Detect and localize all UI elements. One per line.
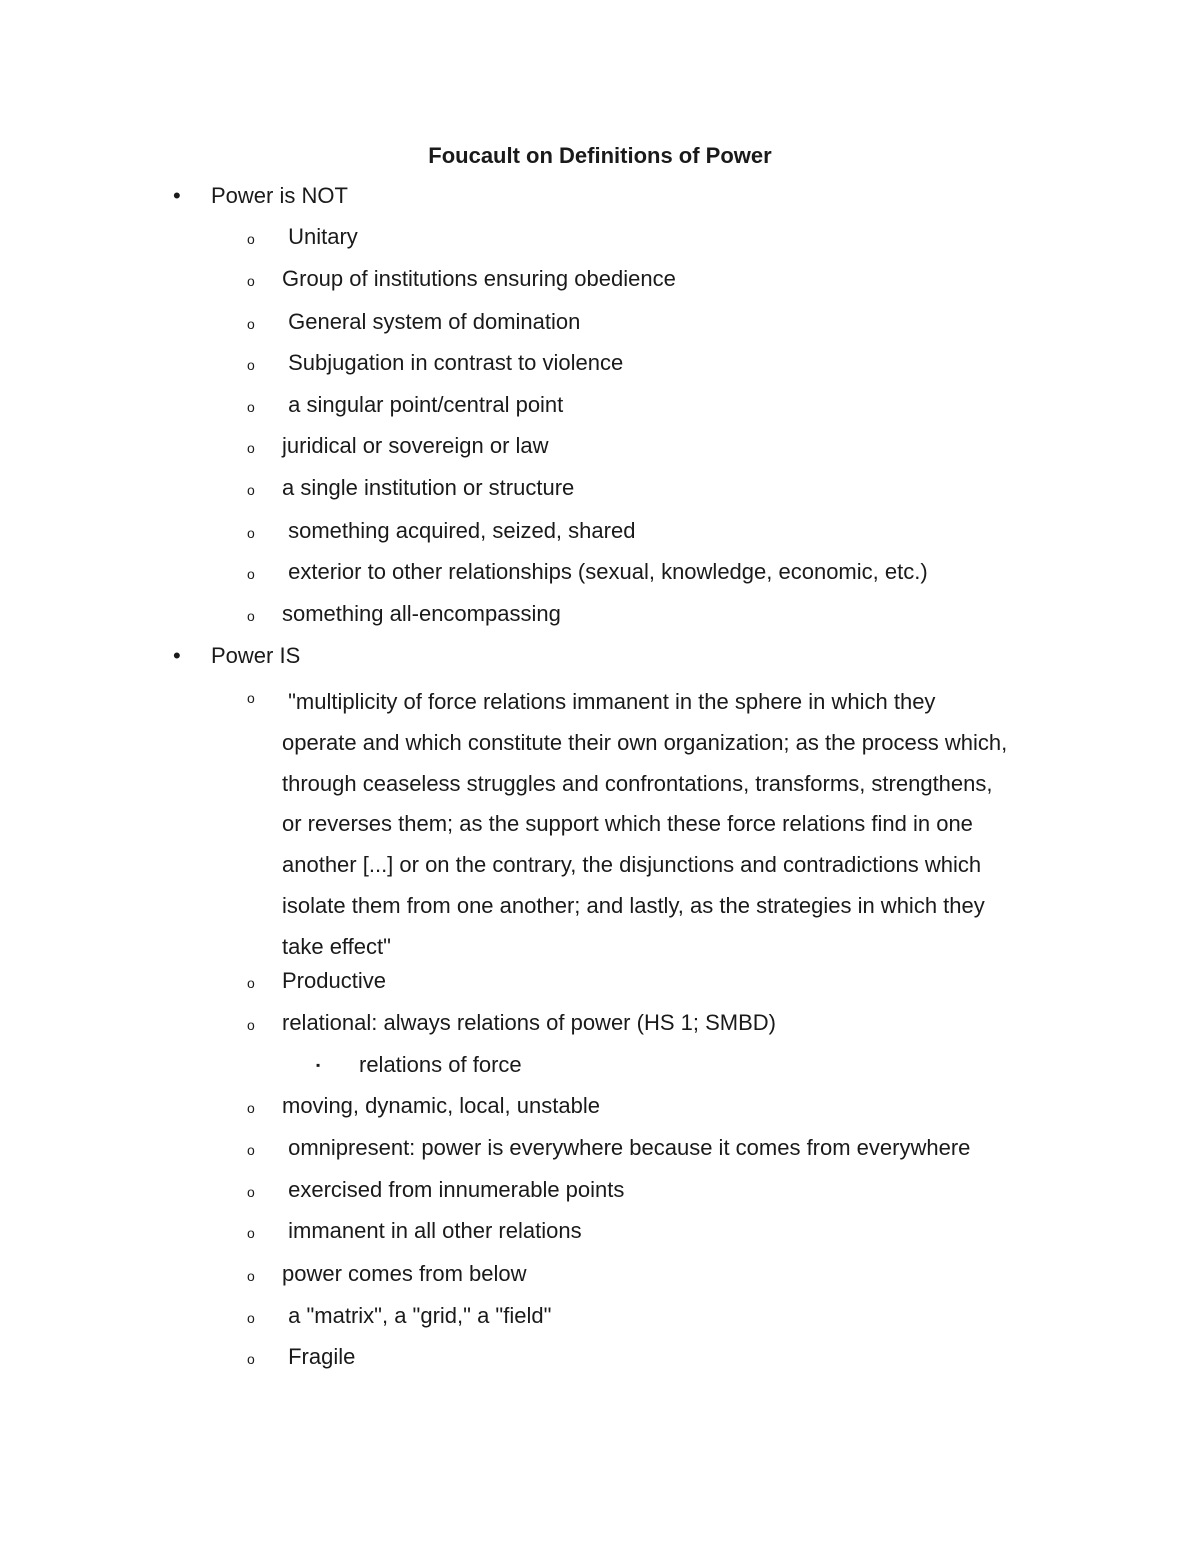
quote-line: operate and which constitute their own organization; as the process which, [282, 729, 1008, 755]
bullet-square: ▪ [316, 1058, 321, 1072]
bullet-circle: o [247, 357, 255, 373]
list-item: Fragile [282, 1344, 356, 1369]
quote-line: through ceaseless struggles and confrontations, transforms, strengthens, [282, 770, 993, 796]
bullet-dot: • [173, 643, 181, 668]
quote-line: another [...] or on the contrary, the disjunctions and contradictions which [282, 852, 982, 878]
list-item: power comes from below [282, 1261, 527, 1286]
list-item: Unitary [282, 224, 358, 249]
bullet-circle: o [247, 1225, 255, 1241]
bullet-circle: o [247, 1351, 255, 1367]
bullet-circle: o [247, 608, 255, 624]
list-item: a singular point/central point [282, 392, 564, 417]
bullet-circle: o [247, 440, 255, 456]
bullet-circle: o [247, 231, 255, 247]
quote-block [282, 682, 1072, 968]
section-heading-power-is: Power IS [211, 643, 301, 668]
list-item: Productive [282, 968, 386, 993]
list-item: Group of institutions ensuring obedience [282, 266, 676, 291]
bullet-circle: o [247, 975, 255, 991]
bullet-circle: o [247, 1268, 255, 1284]
list-subitem: relations of force [359, 1052, 522, 1077]
document-title: Foucault on Definitions of Power [428, 143, 772, 168]
bullet-circle: o [247, 690, 255, 706]
quote-line: take effect" [282, 933, 391, 959]
bullet-circle: o [247, 273, 255, 289]
bullet-circle: o [247, 566, 255, 582]
bullet-circle: o [247, 316, 255, 332]
bullet-circle: o [247, 482, 255, 498]
list-item: juridical or sovereign or law [282, 433, 549, 458]
list-item: immanent in all other relations [282, 1218, 582, 1243]
list-item: Subjugation in contrast to violence [282, 350, 624, 375]
bullet-circle: o [247, 1142, 255, 1158]
list-item: omnipresent: power is everywhere because it comes from everywhere [282, 1135, 971, 1160]
bullet-circle: o [247, 1017, 255, 1033]
quote-line: isolate them from one another; and lastly, as the strategies in which they [282, 892, 985, 918]
list-item: moving, dynamic, local, unstable [282, 1093, 600, 1118]
quote-line: "multiplicity of force relations immanent in the sphere in which they [282, 689, 936, 714]
list-item: a "matrix", a "grid," a "field" [282, 1303, 552, 1328]
list-item: exercised from innumerable points [282, 1177, 625, 1202]
quote-line: or reverses them; as the support which these force relations find in one [282, 811, 973, 837]
list-item: a single institution or structure [282, 475, 575, 500]
list-item: something acquired, seized, shared [282, 518, 636, 543]
bullet-circle: o [247, 399, 255, 415]
bullet-circle: o [247, 1310, 255, 1326]
bullet-circle: o [247, 1100, 255, 1116]
list-item: relational: always relations of power (HS 1; SMBD) [282, 1010, 776, 1035]
bullet-circle: o [247, 525, 255, 541]
bullet-dot: • [173, 183, 181, 208]
list-item: something all-encompassing [282, 601, 561, 626]
list-item: General system of domination [282, 309, 581, 334]
section-heading-power-is-not: Power is NOT [211, 183, 348, 208]
list-item: exterior to other relationships (sexual, knowledge, economic, etc.) [282, 559, 928, 584]
bullet-circle: o [247, 1184, 255, 1200]
